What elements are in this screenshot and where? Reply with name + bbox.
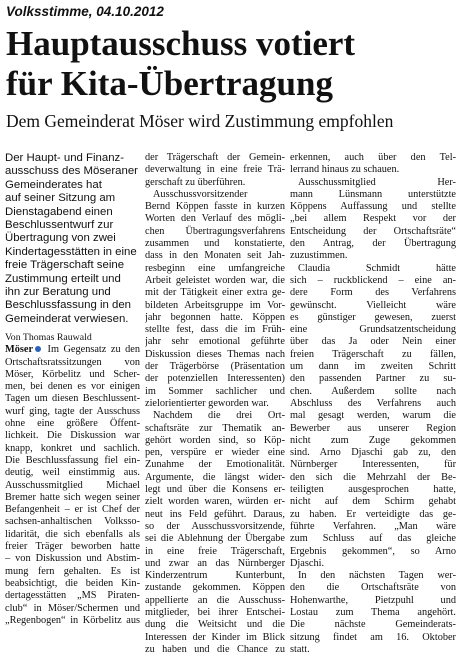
text-line: zu haben. Er verteidigte das ge-	[290, 508, 456, 520]
text-line: zustande gekommen. Köppen	[145, 582, 285, 594]
article-column-2	[145, 152, 285, 666]
text-line: über das Ja oder Nein einer	[290, 336, 456, 348]
text-line: zusammen und konstatierte,	[145, 238, 285, 250]
text-line: gehört worden sind, so Köp-	[145, 434, 285, 446]
text-line: den Antrag, der Übertragung	[290, 238, 456, 250]
text-line: zielt worden waren, würden er-	[145, 496, 285, 508]
text-line: Bernd Köppen fasste in kurzen	[145, 201, 285, 213]
text-line: Worten den Verlauf des mögli-	[145, 213, 285, 225]
text-line: pen, verspüre er wieder eine	[145, 447, 285, 459]
text-line: ihn zur Beratung und	[5, 286, 111, 299]
text-line: führte Verfahren. „Man wäre	[290, 520, 456, 532]
body-paragraph	[290, 570, 456, 656]
text-line: Nachdem die drei Ort-	[153, 410, 285, 422]
text-line: Ausschussmitglied Her-	[298, 176, 456, 188]
text-line: statt.	[290, 643, 310, 655]
text-line: ausschuss des Möseraner	[5, 165, 138, 178]
text-line: lichkeit. Die Diskussion war	[5, 430, 140, 442]
text-line: mitglieder, bei ihrer Entschei-	[145, 606, 285, 618]
text-line: Ergebnis gekommen“, so Arno	[290, 545, 456, 557]
text-line: wurf ging, tagte der Ausschuss	[5, 405, 140, 417]
text-line: gerschaft zu überführen.	[145, 176, 246, 188]
text-line: Befangenheit – er ist Chef der	[5, 504, 140, 516]
text-line: jahr begonnen hatte. Köppen	[145, 311, 285, 323]
text-line: Zustimmung erteilt und	[5, 272, 121, 285]
text-line: Kinderzentrum Kunterbunt,	[145, 570, 285, 582]
text-line: jahr sehr emotional geführte	[145, 336, 285, 348]
text-line: sei die Ablehnung der Übergabe	[145, 533, 285, 545]
text-line: Bewerber aus unserer Region	[290, 422, 456, 434]
text-line: Köppens Auffassung und stellte	[290, 201, 456, 213]
text-line: in eine freie Trägerschaft,	[145, 545, 285, 557]
text-line: der potenziellen Interessenten)	[145, 373, 285, 385]
text-line: Argumente, die längst wider-	[145, 471, 285, 483]
text-line: Ausschussvorsitzender	[153, 188, 248, 200]
text-line: zielorientierter geworden war.	[145, 397, 269, 409]
text-line: dass in den Monaten seit Jah-	[145, 250, 285, 262]
text-line: – von Diskussion und Abstim-	[5, 553, 140, 565]
text-line: es günstiger gewesen, zuerst	[290, 311, 456, 323]
text-line: mit der Tätigkeit einer extra ge-	[145, 287, 285, 299]
article-column-3	[290, 152, 456, 666]
text-line: Ausschussmitglied Michael	[5, 479, 140, 491]
text-line: legt und über die Konsens er-	[145, 484, 285, 496]
body-paragraph	[290, 177, 456, 263]
text-line: Abschluss des Verfahrens auch	[290, 397, 456, 409]
text-line: Bremer hatte sich wegen seiner	[5, 491, 140, 503]
text-line: mann Lünsmann unterstützte	[290, 188, 456, 200]
text-line: sind. Arno Djaschi gab zu, den	[290, 447, 456, 459]
text-line: gewünscht. Vielleicht wäre	[290, 299, 456, 311]
text-line: lerrand hinaus zu schauen.	[290, 164, 400, 176]
text-line: Dienstagabend einen	[5, 205, 113, 218]
text-line: „bei allem Respekt vor der	[290, 213, 456, 225]
first-line	[5, 344, 140, 356]
text-line: neut ins Feld geführt. Daraus,	[145, 508, 285, 520]
text-line: freier Träger beworben hatte	[5, 541, 140, 553]
text-line: Übertragung von zwei	[5, 232, 116, 245]
text-line: Hohenwarthe, Pietzpuhl und	[290, 594, 456, 606]
text-line: beabsichtigt, die beiden Kin-	[5, 577, 140, 589]
text-line: Beschlussentwurf zur	[5, 219, 114, 232]
text-line: zum Schluss auf das gleiche	[290, 533, 456, 545]
text-line: um dann im zweiten Schritt	[290, 361, 456, 373]
lead-paragraph	[5, 152, 140, 326]
text-line: Der Haupt- und Finanz-	[5, 152, 125, 164]
text-line: auf seiner Sitzung am	[5, 192, 116, 205]
text-line: Tagen um diesen Beschlussent-	[5, 393, 140, 405]
body-paragraph	[290, 263, 456, 570]
text-line: ohne eine größere Öffent-	[5, 418, 140, 430]
body-paragraph	[290, 152, 456, 177]
text-line: im Sommer sachlicher und	[145, 385, 285, 397]
bullet-icon	[35, 346, 41, 352]
text-line: Die nächste Gemeinderats-	[290, 619, 456, 631]
text-line: stellte fest, dass die im Früh-	[145, 324, 285, 336]
dateline: Möser	[5, 344, 34, 356]
text-line: Beschlussfassung in den	[5, 299, 132, 312]
text-line: sitzung findet am 16. Oktober	[290, 631, 456, 643]
text-line: und zwar an das Nürnberger	[145, 557, 285, 569]
text-line: der Trägerschaft der Gemein-	[145, 152, 285, 163]
text-line: Lostau zum Thema angehört.	[290, 606, 456, 618]
text-line: Gemeinderates hat	[5, 178, 102, 191]
text-line: Kindertagesstätten in eine	[5, 245, 137, 258]
text-line: In den nächsten Tagen wer-	[298, 570, 456, 582]
text-line: den sich die Mehrzahl der Be-	[290, 471, 456, 483]
source-date: Volksstimme, 04.10.2012	[6, 4, 164, 19]
text-line: appellierte an die Ausschuss-	[145, 594, 285, 606]
text-line: men, bei denen es vor einigen	[5, 381, 140, 393]
text-line: deverwaltung in eine freie Trä-	[145, 164, 285, 176]
text-line: „Regenbogen“ in Körbelitz aus	[5, 614, 140, 626]
text-line: zuzustimmen.	[290, 250, 348, 262]
byline: Von Thomas Rauwald	[5, 332, 92, 344]
text-line: nicht auf dem Schirm gehabt	[290, 496, 456, 508]
text-line: club“ in Möser/Schermen und	[5, 602, 140, 614]
text-line: Gemeinderat verwiesen.	[5, 312, 129, 325]
text-line: Nürnberger Interessenten, für	[290, 459, 456, 471]
body-paragraph	[145, 410, 285, 656]
text-line: der Trägerbörse (Präsentation	[145, 361, 285, 373]
text-line: Claudia Schmidt hätte	[298, 262, 456, 274]
text-line: mal gesagt werden, warum die	[290, 410, 456, 422]
first-line-text: Im Gegensatz zu den	[47, 344, 140, 356]
headline-line-2: für Kita-Übertragung	[6, 64, 333, 103]
text-line: chen Übertragungsverfahrens	[145, 225, 285, 237]
text-line: lidarität, die sich ebenfalls als	[5, 528, 140, 540]
text-line: dung die Weitsicht und die	[145, 619, 285, 631]
text-line: mung fern gehalten. Es ist	[5, 565, 140, 577]
text-line: knapp, konkret und sachlich.	[5, 442, 140, 454]
text-line: so der Ausschussvorsitzende,	[145, 520, 285, 532]
body-paragraph	[5, 344, 140, 627]
text-line: dere Form des Verfahrens	[290, 287, 456, 299]
text-line: Diskussion dieses Themas nach	[145, 348, 285, 360]
text-line: Möser, Körbelitz und Scher-	[5, 368, 140, 380]
text-line: chen. Außerdem sollte nach	[290, 385, 456, 397]
text-line: Arbeit geleistet worden war, die	[145, 274, 285, 286]
text-line: schaftsräte zur Thematik an-	[145, 422, 285, 434]
body-paragraph	[145, 189, 285, 410]
headline-line-1: Hauptausschuss votiert	[6, 24, 356, 63]
text-line: freien Trägerschaft zu fällen,	[290, 348, 456, 360]
text-line: dertagesstätten „MS Piraten-	[5, 590, 140, 602]
text-line: Interessen der Kinder im Blick	[145, 631, 285, 643]
text-line: erkennen, auch über den Tel-	[290, 152, 456, 163]
text-line: Entscheidung der Ortschaftsräte“	[290, 225, 456, 237]
text-line: resbeginn eine umfangreiche	[145, 262, 285, 274]
body-paragraph	[145, 152, 285, 189]
text-line: bildeten Arbeitsgruppe im Vor-	[145, 299, 285, 311]
text-line: deutig, weil einstimmig aus.	[5, 467, 140, 479]
text-line: Djaschi.	[290, 557, 325, 569]
text-line: Ortschaftsratssitzungen von	[5, 356, 140, 368]
text-line: Die Beschlussfassung fiel ein-	[5, 454, 140, 466]
text-line: Zunahme der Emotionalität.	[145, 459, 285, 471]
text-line: sich – ruckblickend – eine an-	[290, 274, 456, 286]
text-line: den passenden Partner zu su-	[290, 373, 456, 385]
text-line: zu haben und die Chance zu	[145, 643, 285, 655]
headline	[6, 24, 456, 104]
article-column-1	[5, 152, 140, 666]
text-line: eine Grundsatzentscheidung	[290, 324, 456, 336]
text-line: den die Ortschaftsräte von	[290, 582, 456, 594]
text-line: nicht zum Zuge gekommen	[290, 434, 456, 446]
text-line: sachsen-anhaltischen Volksso-	[5, 516, 140, 528]
subheadline: Dem Gemeinderat Möser wird Zustimmung empfohlen	[6, 111, 394, 131]
text-line: freie Trägerschaft seine	[5, 259, 125, 272]
text-line: teiligten ausgesprochen hatte,	[290, 484, 456, 496]
